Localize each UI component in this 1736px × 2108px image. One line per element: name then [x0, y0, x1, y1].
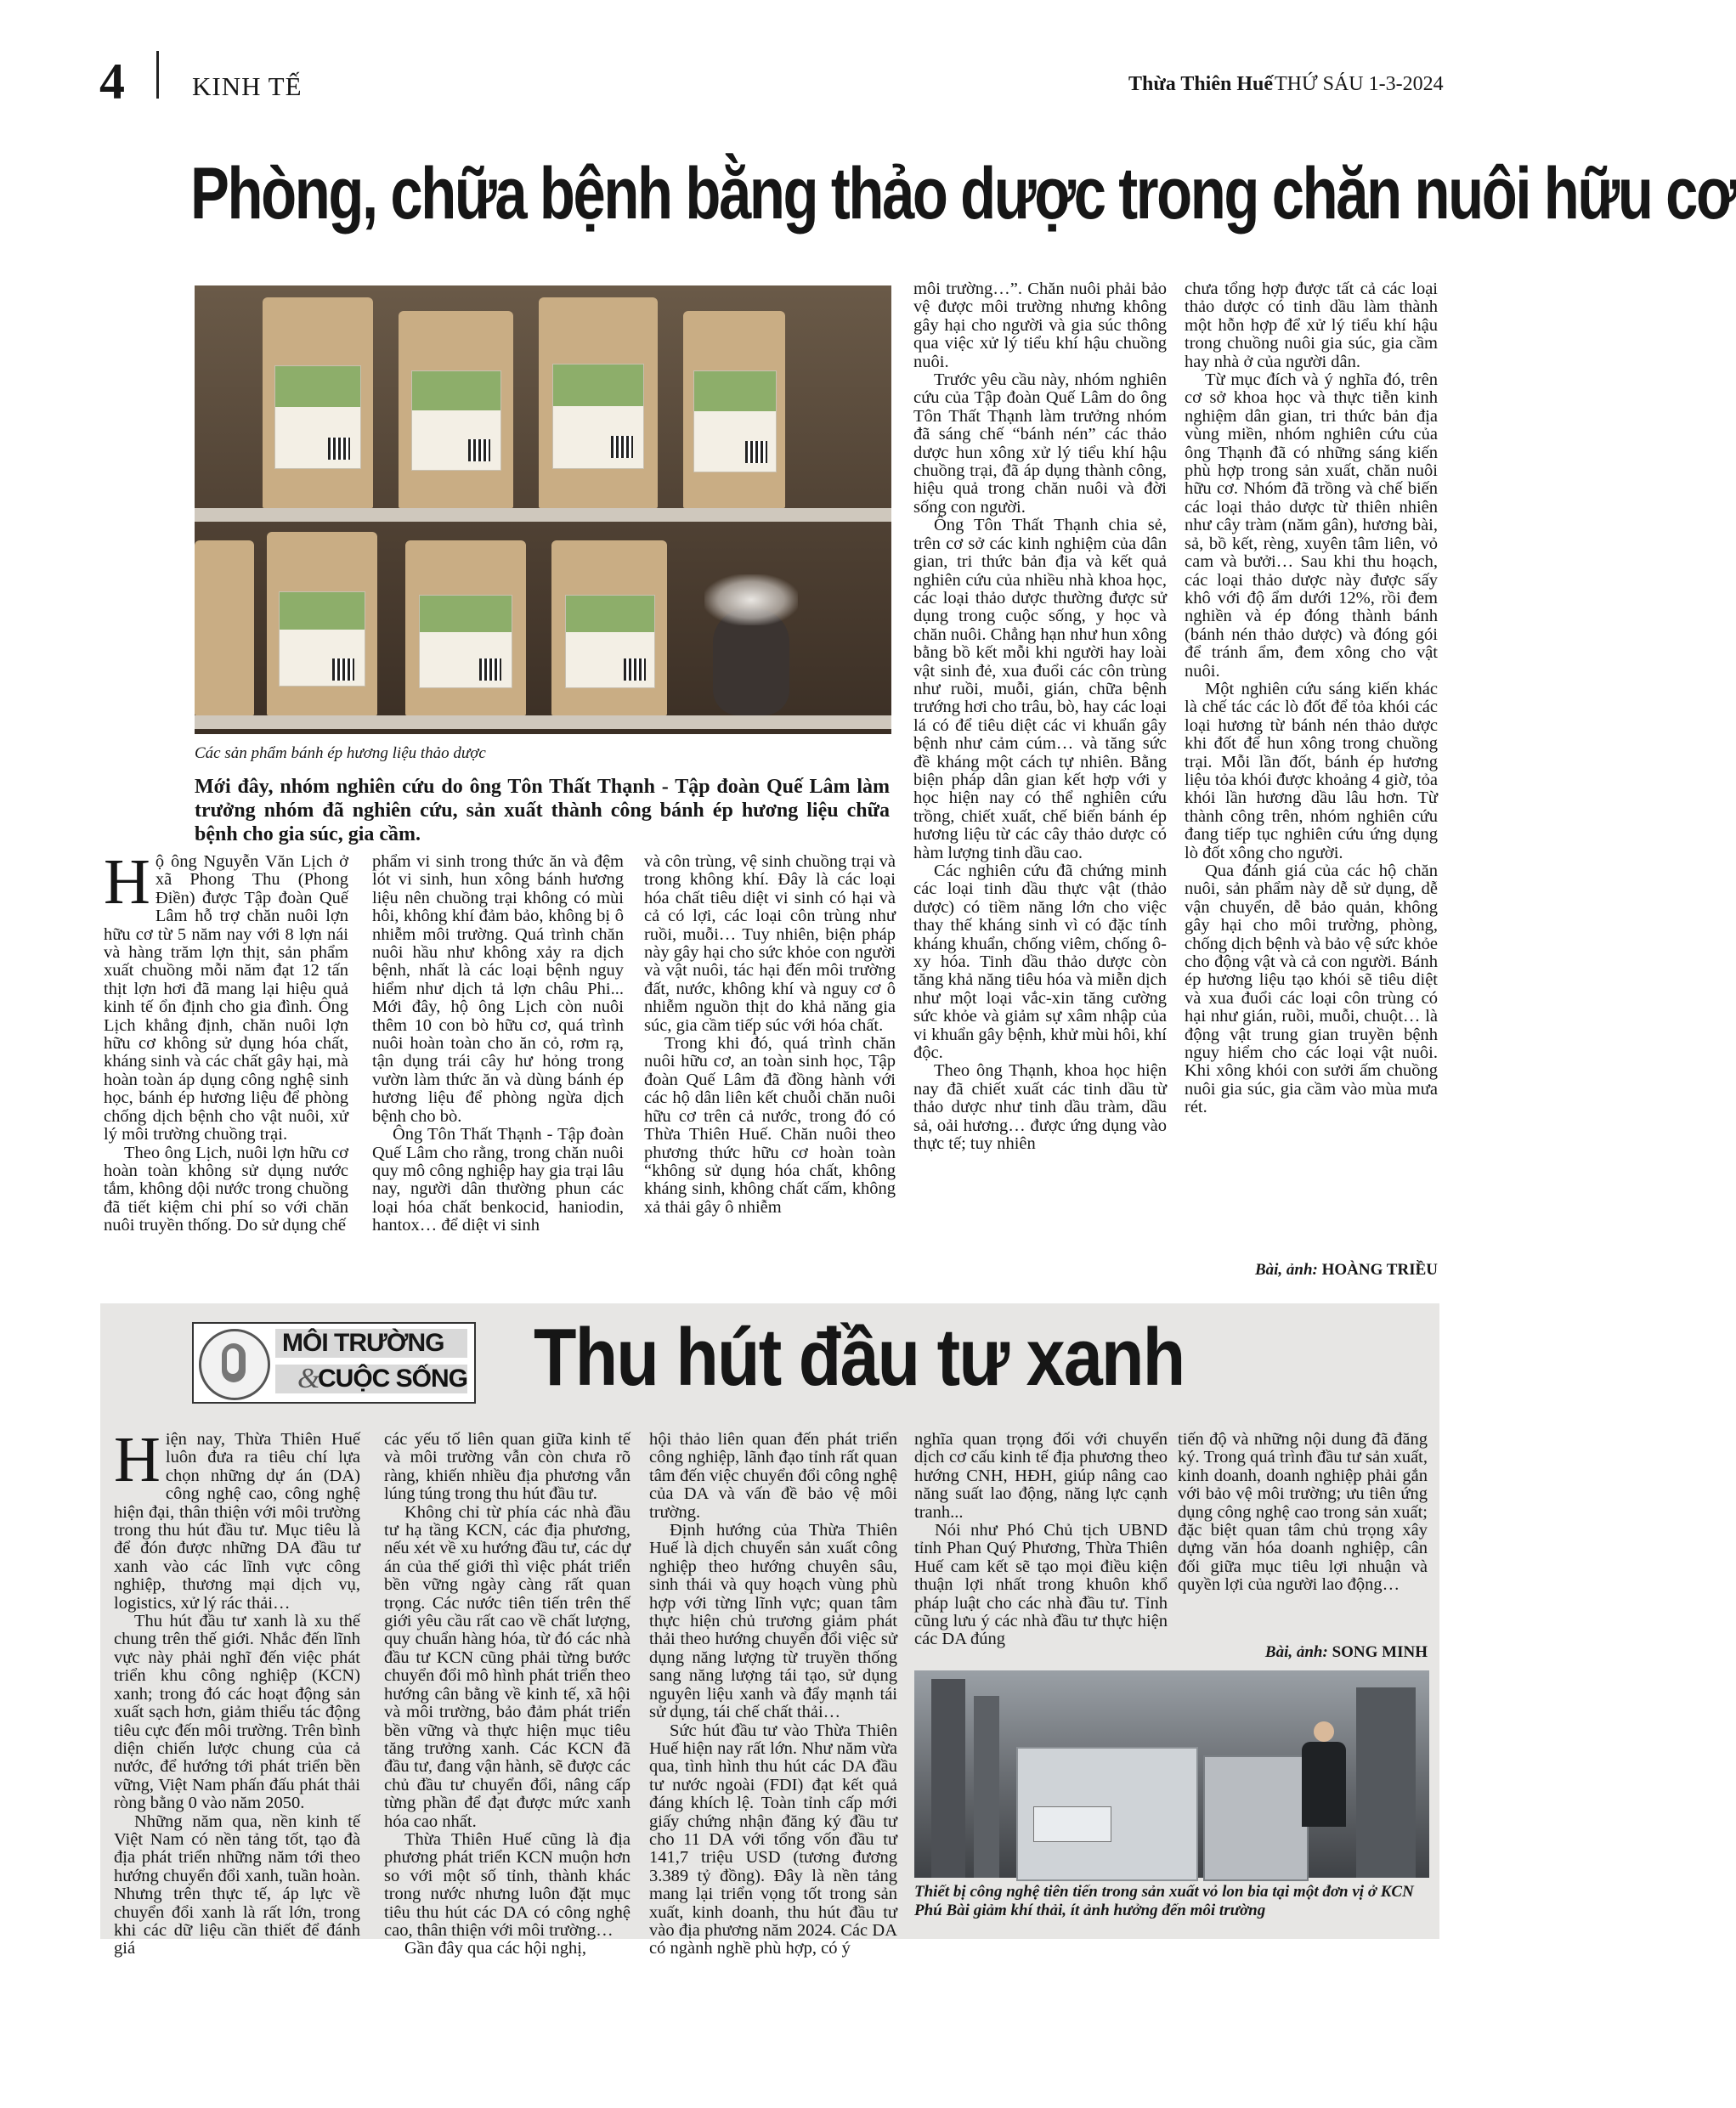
paragraph: nghĩa quan trọng đối với chuyển dịch cơ cấu kinh tế địa phương theo hướng CNH, HĐH, giúp nâng cao năng suất lao động, năng lực cạnh tranh... [914, 1430, 1168, 1522]
article-column-2 [372, 853, 624, 1235]
paragraph: Theo ông Thạnh, khoa học hiện nay đã chiết xuất các tinh dầu từ thảo dược như tinh dầu tràm, dầu sả, oải hương… được ứng dụng vào thực tế; tuy nhiên [913, 1061, 1167, 1154]
ministry-emblem-icon [199, 1329, 270, 1400]
page-number: 4 [99, 54, 125, 110]
article-headline: Thu hút đầu tư xanh [534, 1312, 1185, 1403]
paragraph: Thu hút đầu tư xanh là xu thế chung trên thế giới. Nhắc đến lĩnh vực này phải nghĩ đến việc phát triển khu công nghiệp (KCN) xanh; trong đó các hoạt động sản xuất sạch hơn, giảm thiểu tác động tiêu cực đến môi trường. Trên bình diện chiến lược chung của cả nước, để hướng tới phát triển bền vững, Việt Nam phấn đấu phát thải ròng bằng 0 vào năm 2050. [114, 1612, 360, 1813]
byline-author: HOÀNG TRIỀU [1321, 1261, 1438, 1279]
article-column-3 [649, 1431, 897, 1958]
logo-text-1: MÔI TRƯỜNG [282, 1329, 444, 1357]
herbal-product-bags-photo [195, 285, 891, 734]
logo-text-2: CUỘC SỐNG [318, 1365, 468, 1393]
photo-caption: Thiết bị công nghệ tiên tiến trong sản xuất vỏ lon bia tại một đơn vị ở KCN Phú Bài giảm khí thải, ít ảnh hưởng đến môi trường [914, 1883, 1414, 1919]
newspaper-name: Thừa Thiên Huế [1128, 73, 1274, 95]
paragraph: iện nay, Thừa Thiên Huế luôn đưa ra tiêu chí lựa chọn những dự án (DA) công nghệ cao, công nghệ hiện đại, thân thiện với môi trường trong thu hút đầu tư. Mục tiêu là để đón được những DA đầu tư xanh vào các lĩnh vực công nghiệp, thương mại dịch vụ, logistics, xử lý rác thải… [114, 1430, 360, 1613]
paragraph: Nói như Phó Chủ tịch UBND tỉnh Phan Quý Phương, Thừa Thiên Huế cam kết sẽ tạo mọi điều kiện thuận lợi nhất trong khuôn khổ pháp luật cho các nhà đầu tư. Tỉnh cũng lưu ý các nhà đầu tư thực hiện các DA đúng [914, 1521, 1168, 1649]
paragraph: Ông Tôn Thất Thạnh chia sẻ, trên cơ sở các kinh nghiệm của dân gian, tri thức bản địa và kết quả nghiên cứu của nhiều nhà khoa học, các loại thảo dược thường được sử dụng trong cuộc sống, y học và chăn nuôi. Chẳng hạn như hun xông bằng bồ kết mỗi khi người hay loài vật sinh đẻ, xua đuổi các côn trùng như ruồi, muỗi, gián, chữa bệnh trướng hơi cho trâu, bò, hay các loại lá có để tiêu diệt các vi khuẩn gây bệnh như cảm cúm… và tăng sức đề kháng một cách tự nhiên. Bằng biện pháp dân gian kết hợp với y học hiện nay có thể nghiên cứu trồng, chiết xuất, chế biến bánh ép hương liệu từ các cây thảo dược có hàm lượng tinh dầu cao. [913, 516, 1167, 862]
paragraph: Một nghiên cứu sáng kiến khác là chế tác các lò đốt để tỏa khói các loại hương từ bánh nén thảo dược khi đốt để hun xông trong chuồng trại. Mỗi lần đốt, bánh ép hương liệu tỏa khói được khoảng 4 giờ, tỏa khói lần hương dầu lâu hơn. Từ thành công trên, nhóm nghiên cứu đang tiếp tục nghiên cứu ứng dụng lò đốt xông cho người. [1185, 679, 1438, 862]
header-divider [156, 51, 159, 99]
paragraph: Thừa Thiên Huế cũng là địa phương phát triển KCN muộn hơn so với một số tỉnh, thành khác trong nước nhưng luôn đặt mục tiêu thu hút các DA có công nghệ cao, thân thiện với môi trường… [384, 1829, 631, 1940]
paragraph: Từ mục đích và ý nghĩa đó, trên cơ sở khoa học và thực tiễn kinh nghiệm dân gian, tri thức bản địa vùng miền, nhóm nghiên cứu của ông Thạnh đã có những sáng kiến phù hợp trong sản xuất, chăn nuôi hữu cơ. Nhóm đã trồng và chế biến các loại thảo dược từ thiên nhiên như cây tràm (năm gân), hương bài, sả, bồ kết, rèng, xuyên tâm liên, vỏ cam và bưởi… Sau khi thu hoạch, các loại thảo dược này được sấy khô với độ ẩm dưới 12%, rồi đem nghiền và ép đóng thành bánh (bánh nén thảo dược) và đóng gói để tránh ẩm, đem xông cho vật nuôi. [1185, 370, 1438, 681]
article-byline [1178, 1643, 1428, 1662]
paragraph: các yếu tố liên quan giữa kinh tế và môi trường vẫn còn chưa rõ ràng, khiến nhiều địa phương vẫn lúng túng trong thu hút đầu tư. [384, 1430, 631, 1504]
paragraph: Trước yêu cầu này, nhóm nghiên cứu của Tập đoàn Quế Lâm do ông Tôn Thất Thạnh làm trưởng nhóm đã sáng chế “bánh nén” các thảo dược hun xông xử lý tiểu khí hậu chuồng trại, đã áp dụng thành công, hiệu quả trong chăn nuôi và đời sống con người. [913, 370, 1167, 517]
issue-date: THỨ SÁU 1-3-2024 [1275, 73, 1444, 95]
article-column-1 [114, 1424, 360, 1958]
article-column-3 [644, 853, 896, 1217]
drop-cap: H [114, 1424, 161, 1495]
factory-machine-photo [914, 1670, 1429, 1878]
paragraph: môi trường…”. Chăn nuôi phải bảo vệ được môi trường nhưng không gây hại cho người và gia súc thông qua việc xử lý tiểu khí hậu chuồng nuôi. [913, 280, 1167, 371]
paragraph: Định hướng của Thừa Thiên Huế là dịch chuyển sản xuất công nghiệp theo hướng chuyên sâu, sinh thái và quy hoạch vùng phù hợp với từng lĩnh vực; quan tâm thực hiện chủ trương giảm phát thải theo hướng chuyển đổi việc sử dụng năng lượng từ truyền thống sang năng lượng tái tạo, sử dụng nguyên liệu xanh và đẩy mạnh tái sử dụng, tái chế chất thải… [649, 1521, 897, 1722]
paragraph: Gần đây qua các hội nghị, [404, 1939, 587, 1958]
logo-ampersand: & [297, 1363, 320, 1394]
article-column-1 [104, 846, 348, 1235]
paragraph: chưa tổng hợp được tất cả các loại thảo dược có tinh dầu làm thành một hỗn hợp để xử lý tiểu khí hậu trong chuồng nuôi gia súc, gia cầm hay nhà ở của người dân. [1185, 280, 1438, 371]
paragraph: tiến độ và những nội dung đã đăng ký. Trong quá trình đầu tư sản xuất, kinh doanh, doanh nghiệp phải gắn với bảo vệ môi trường; ưu tiên ứng dụng công nghệ cao trong sản xuất; đặc biệt quan tâm chủ trọng xây dựng văn hóa doanh nghiệp, cân đối giữa mục tiêu lợi nhuận và quyền lợi của người lao động… [1178, 1430, 1428, 1595]
article-column-2 [384, 1431, 631, 1958]
paragraph: ộ ông Nguyễn Văn Lịch ở xã Phong Thu (Phong Điền) được Tập đoàn Quế Lâm hỗ trợ chăn nuôi lợn hữu cơ từ 5 năm nay với 8 lợn nái và hàng trăm lợn thịt, sản phẩm xuất chuồng mỗi năm đạt 12 tấn thịt lợn hơi đã mang lại hiệu quả kinh tế ổn định cho gia đình. Ông Lịch khẳng định, chăn nuôi lợn hữu cơ không sử dụng hóa chất, kháng sinh và các chất gây hại, mà hoàn toàn áp dụng công nghệ sinh học, bánh ép hương liệu để phòng chống dịch bệnh cho vật nuôi, xử lý môi trường chuồng trại. [104, 852, 348, 1144]
paragraph: Theo ông Lịch, nuôi lợn hữu cơ hoàn toàn không sử dụng nước tắm, không dội nước trong chuồng đã tiết kiệm chi phí so với chăn nuôi truyền thống. Do sử dụng chế [104, 1143, 348, 1235]
paragraph: Những năm qua, nền kinh tế Việt Nam có nền tảng tốt, tạo đà địa phát triển những năm tới theo hướng chuyển đổi xanh, tuần hoàn. Nhưng trên thực tế, áp lực về chuyển đổi xanh là rất lớn, trong khi các dữ liệu cần thiết để đánh giá [114, 1811, 360, 1958]
article-byline [1185, 1261, 1438, 1280]
article-column-4 [914, 1431, 1168, 1649]
section-title: KINH TẾ [192, 71, 303, 101]
paragraph: phẩm vi sinh trong thức ăn và đệm lót vi sinh, hun xông bánh hương liệu nên chuồng trại không có mùi hôi, không khí đảm bảo, không bị ô nhiễm môi trường. Quá trình chăn nuôi hầu như không xảy ra dịch bệnh, nhất là các loại bệnh nguy hiểm như dịch tả lợn châu Phi... Mới đây, hộ ông Lịch còn nuôi thêm 10 con bò hữu cơ, quá trình nuôi hoàn toàn cho ăn cỏ, rơm rạ, tận dụng trái cây hư hỏng trong vườn làm thức ăn và dùng bánh ép hương liệu để phòng ngừa dịch bệnh cho bò. [372, 852, 624, 1126]
paragraph: hội thảo liên quan đến phát triển công nghiệp, lãnh đạo tỉnh rất quan tâm đến việc chuyển đổi công nghệ của DA và vấn đề bảo vệ môi trường. [649, 1430, 897, 1522]
byline-prefix: Bài, ảnh: [1254, 1261, 1322, 1279]
byline-author: SONG MINH [1332, 1643, 1428, 1661]
photo-caption: Các sản phẩm bánh ép hương liệu thảo dược [195, 744, 486, 762]
paragraph: Các nghiên cứu đã chứng minh các loại tinh dầu thực vật (thảo dược) có tiềm năng lớn cho việc thay thế kháng sinh vì có đặc tính kháng khuẩn, chống viêm, chống ô-xy hóa. Tinh dầu thảo dược còn tăng khả năng tiêu hóa và miễn dịch như một loại vắc-xin tăng cường sức khỏe và giảm sự xâm nhập của vi khuẩn gây bệnh, khử mùi hôi, khí độc. [913, 862, 1167, 1063]
paragraph: và côn trùng, vệ sinh chuồng trại và trong không khí. Đây là các loại hóa chất tiêu diệt vi sinh có hại và cả có lợi, các loại côn trùng như ruồi, muỗi… Tuy nhiên, biện pháp này gây hại cho sức khỏe con người và vật nuôi, tác hại đến môi trường đất, nước, không khí và nguy cơ ô nhiễm nguồn thịt do khả năng gia súc, gia cầm tiếp súc với hóa chất. [644, 852, 896, 1035]
article-column-5 [1178, 1431, 1428, 1595]
column-logo [192, 1322, 476, 1404]
paragraph: Sức hút đầu tư vào Thừa Thiên Huế hiện nay rất lớn. Như năm vừa qua, tình hình thu hút các DA đầu tư nước ngoài (FDI) đạt kết quả đáng khích lệ. Toàn tỉnh cấp mới giấy chứng nhận đăng ký đầu tư cho 11 DA với tổng vốn đầu tư 141,7 triệu USD (tương đương 3.389 tỷ đồng). Đây là nền tảng mang lại triển vọng tốt trong sản xuất, kinh doanh, thu hút đầu tư vào địa phương năm 2024. Các DA có ngành nghề phù hợp, có ý [649, 1721, 897, 1958]
paragraph: Qua đánh giá của các hộ chăn nuôi, sản phẩm này dễ sử dụng, dễ vận chuyển, dễ bảo quản, không gây hại cho môi trường, phòng, chống dịch bệnh và bảo vệ sức khỏe cho động vật và cả con người. Bánh ép hương liệu tạo khói sẽ tiêu diệt và xua đuổi các loại côn trùng có hại như gián, ruồi, muỗi, chuột… là động vật trung gian truyền bệnh nguy hiểm cho các loại vật nuôi. Khi xông khói con sưởi ấm chuồng nuôi gia súc, gia cầm vào mùa mưa rét. [1185, 862, 1438, 1117]
article-column-4 [913, 280, 1167, 1154]
paragraph: Ông Tôn Thất Thạnh - Tập đoàn Quế Lâm cho rằng, trong chăn nuôi quy mô công nghiệp hay gia trại lâu nay, người dân thường phun các loại hóa chất benkocid, haniodin, hantox… để diệt vi sinh [372, 1125, 624, 1235]
paragraph: Không chỉ từ phía các nhà đầu tư hạ tầng KCN, các địa phương, nếu xét về xu hướng đầu tư, các dự án của thế giới thì việc phát triển bền vững ngày càng rất quan trọng. Các nước tiên tiến trên thế giới yêu cầu rất cao về chất lượng, quy chuẩn hàng hóa, từ đó các nhà đầu tư KCN cũng phải từng bước chuyển đổi mô hình phát triển theo hướng cân bằng về kinh tế, xã hội và môi trường, bảo đảm phát triển bền vững và thực hiện mục tiêu tăng trưởng xanh. Các KCN đã đầu tư, đang vận hành, sẽ được các chủ đầu tư chuyển đổi, nâng cấp từng phần để đạt được mức xanh hóa cao nhất. [384, 1502, 631, 1831]
paragraph: Trong khi đó, quá trình chăn nuôi hữu cơ, an toàn sinh học, Tập đoàn Quế Lâm đã đồng hành với các hộ dân liên kết chuỗi chăn nuôi hữu cơ trên cả nước, trong đó có Thừa Thiên Huế. Chăn nuôi theo phương thức hữu cơ hoàn toàn “không sử dụng hóa chất, không kháng sinh, không chất cấm, không xả thải gây ô nhiễm [644, 1034, 896, 1217]
drop-cap: H [104, 846, 150, 918]
article-lead: Mới đây, nhóm nghiên cứu do ông Tôn Thất Thạnh - Tập đoàn Quế Lâm làm trưởng nhóm đã nghiên cứu, sản xuất thành công bánh ép hương liệu chữa bệnh cho gia súc, gia cầm. [195, 776, 890, 845]
byline-prefix: Bài, ảnh: [1264, 1643, 1332, 1661]
article-headline: Phòng, chữa bệnh bằng thảo dược trong chăn nuôi hữu cơ [190, 153, 1736, 235]
article-column-5 [1185, 280, 1438, 1117]
